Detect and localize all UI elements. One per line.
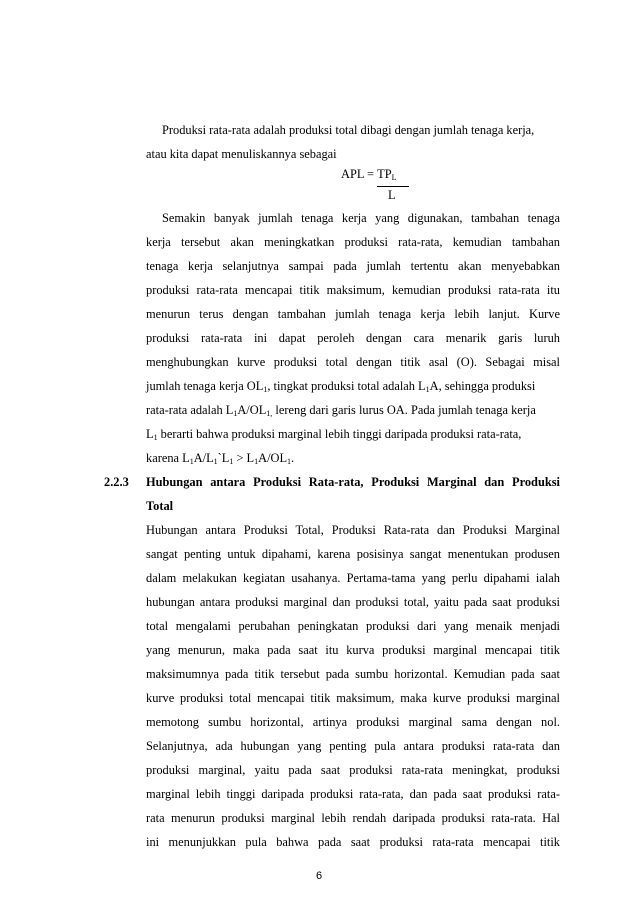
paragraph-line: memotong sumbu horizontal, artinya produksi marginal sama dengan nol.	[146, 715, 560, 729]
page-number: 6	[315, 870, 323, 882]
paragraph-line: $L_1$ berarti bahwa produksi marginal lebih tinggi daripada produksi rata-rata,	[146, 427, 522, 442]
paragraph-line: menghubungkan kurve produksi total dengan titik asal (O). Sebagai misal	[146, 355, 560, 369]
formula-numerator: $TP_L$	[377, 166, 408, 187]
paragraph-line: maksimumnya pada titik tersebut pada sumbu horizontal. Kemudian pada saat	[146, 667, 560, 681]
paragraph-line: yang menurun, maka pada saat itu kurva produksi marginal mencapai titik	[146, 643, 560, 657]
paragraph-line: Produksi rata-rata adalah produksi total dibagi dengan jumlah tenaga kerja,	[162, 123, 535, 137]
formula-denominator: L	[388, 188, 396, 202]
paragraph-line: menurun terus dengan tambahan jumlah tenaga kerja lebih lanjut. Kurve	[146, 307, 560, 321]
paragraph-line: tenaga kerja selanjutnya sampai pada jumlah tertentu akan menyebabkan	[146, 259, 560, 273]
paragraph-line: Hubungan antara Produksi Total, Produksi Rata-rata dan Produksi Marginal	[146, 523, 560, 537]
paragraph-line: ini menunjukkan pula bahwa pada saat produksi rata-rata mencapai titik	[146, 835, 560, 849]
paragraph-line: produksi rata-rata ini dapat peroleh dengan cara menarik garis luruh	[146, 331, 560, 345]
formula-lhs: APL =	[341, 167, 375, 181]
paragraph-line: produksi marginal, yaitu pada saat produksi rata-rata meningkat, produksi	[146, 763, 560, 777]
section-number: 2.2.3	[104, 475, 129, 489]
paragraph-line: kerja tersebut akan meningkatkan produksi rata-rata, kemudian tambahan	[146, 235, 560, 249]
paragraph-line: rata menurun produksi marginal lebih rendah daripada produksi rata-rata. Hal	[146, 811, 560, 825]
paragraph-line: sangat penting untuk dipahami, karena posisinya sangat menentukan produsen	[146, 547, 560, 561]
paragraph-line: marginal lebih tinggi daripada produksi rata-rata, dan pada saat produksi rata-	[146, 787, 560, 801]
formula-apl	[341, 166, 409, 187]
paragraph-line: atau kita dapat menuliskannya sebagai	[146, 147, 337, 161]
section-title: Hubungan antara Produksi Rata-rata, Produksi Marginal dan Produksi	[146, 475, 560, 489]
paragraph-line: rata-rata adalah $L_1A/OL_{1,}$ lereng dari garis lurus OA. Pada jumlah tenaga kerja	[146, 403, 536, 418]
paragraph-line: Semakin banyak jumlah tenaga kerja yang digunakan, tambahan tenaga	[162, 211, 560, 225]
section-title: Total	[146, 499, 174, 513]
paragraph-line: karena $L_1A/L_1`L_1 > L_1A/OL_1$.	[146, 451, 295, 466]
paragraph-line: produksi rata-rata mencapai titik maksimum, kemudian produksi rata-rata itu	[146, 283, 560, 297]
paragraph-line: dalam melakukan kegiatan usahanya. Pertama-tama yang perlu dipahami ialah	[146, 571, 560, 585]
paragraph-line: kurve produksi total mencapai titik maksimum, maka kurve produksi marginal	[146, 691, 560, 705]
paragraph-line: hubungan antara produksi marginal dan produksi total, yaitu pada saat produksi	[146, 595, 560, 609]
paragraph-line: Selanjutnya, ada hubungan yang penting pula antara produksi rata-rata dan	[146, 739, 560, 753]
paragraph-line: jumlah tenaga kerja $OL_1$, tingkat produksi total adalah $L_1A$, sehingga produksi	[146, 379, 536, 394]
paragraph-line: total mengalami perubahan peningkatan produksi dari yang menaik menjadi	[146, 619, 560, 633]
